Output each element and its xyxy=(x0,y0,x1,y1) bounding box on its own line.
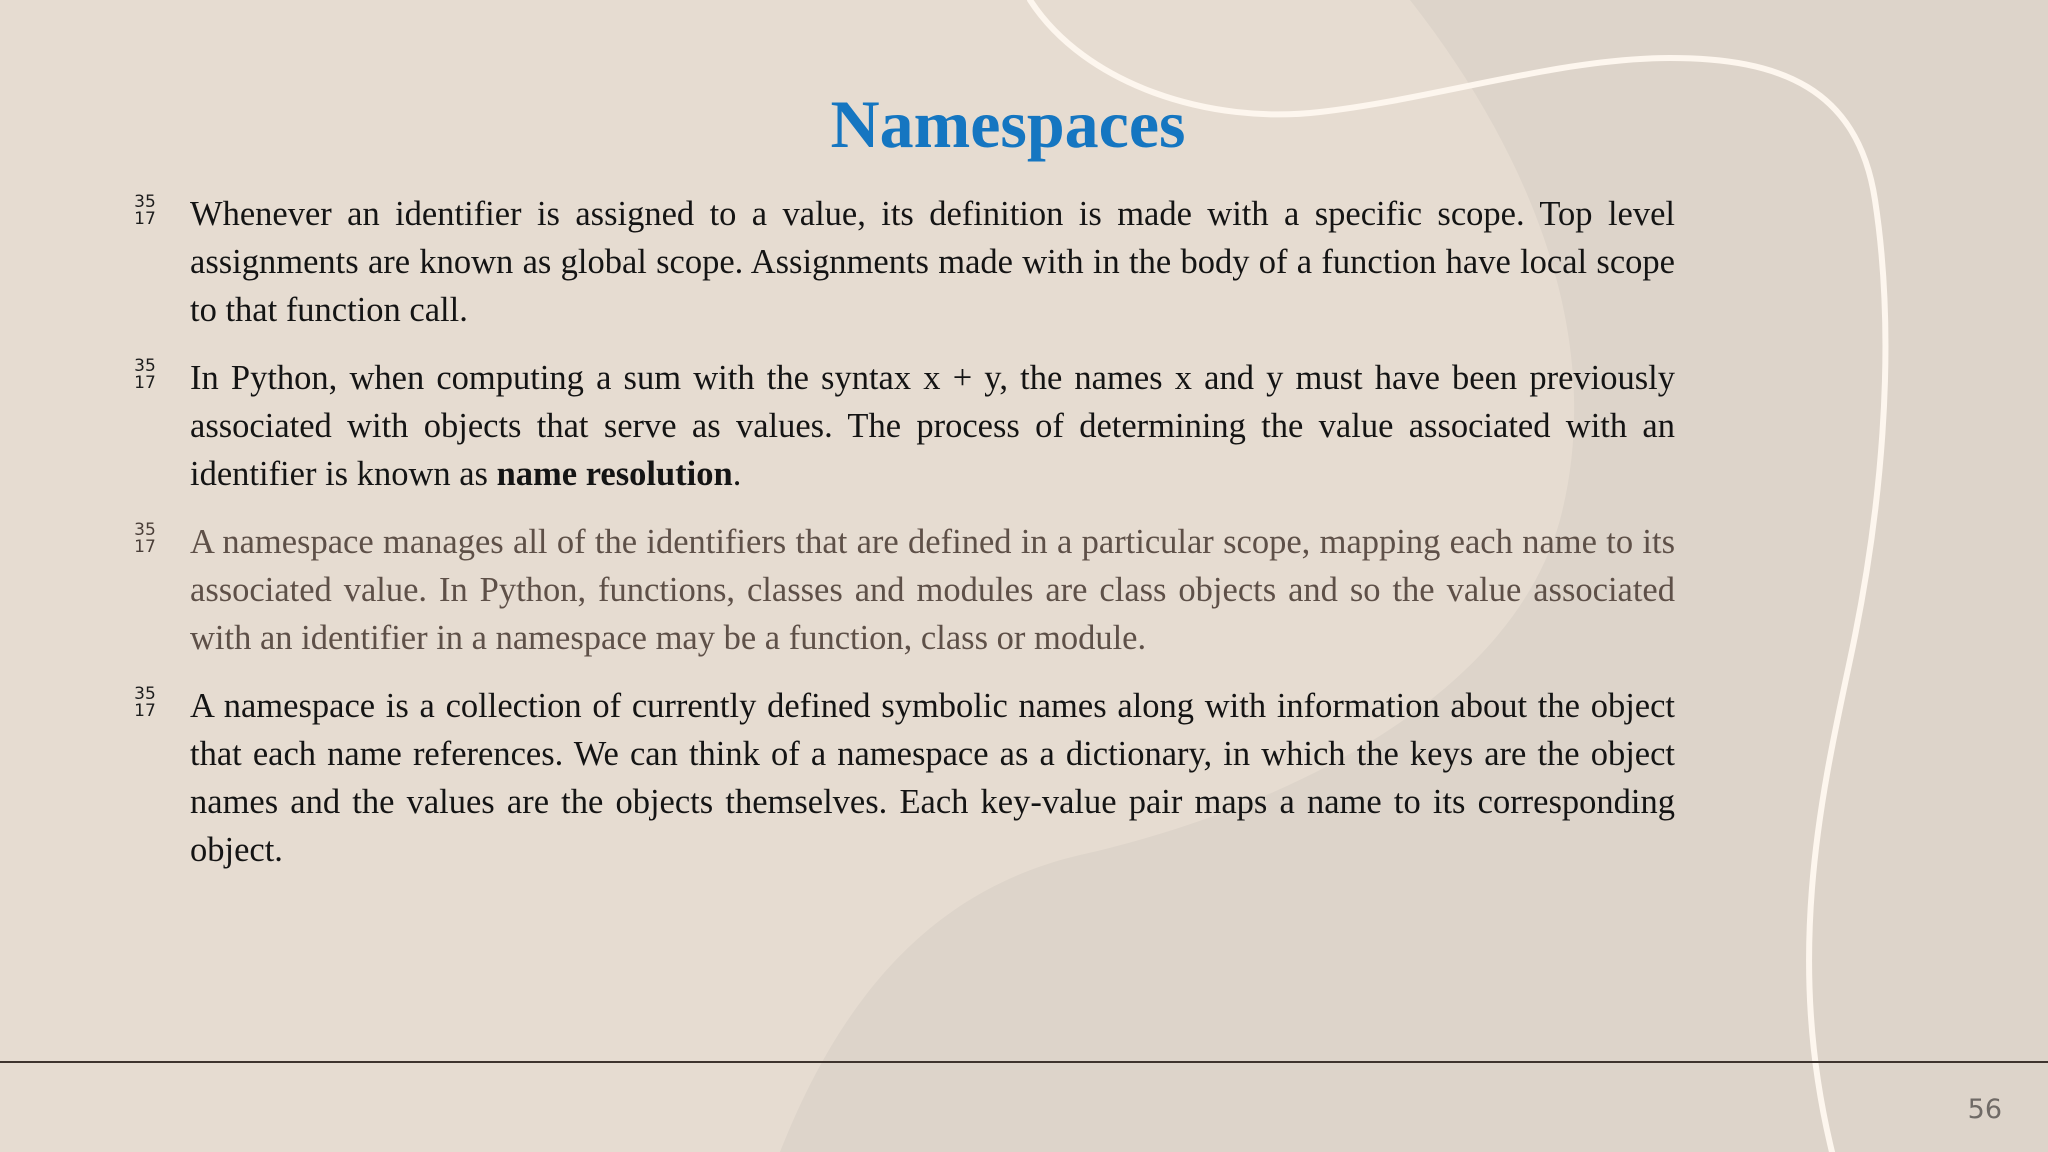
bullet-scope xyxy=(130,190,1675,334)
bullet-name-resolution xyxy=(130,354,1675,498)
bullet-text: A namespace manages all of the identifiers that are defined in a particular scope, mapping each name to its associated value. In Python, functions, classes and modules are class objects and so the value associated with an identifier in a namespace may be a function, class or module. xyxy=(190,523,1675,657)
bullet-marker: 35 17 xyxy=(134,356,156,393)
page-number: 56 xyxy=(1967,1094,2002,1125)
bullet-text: A namespace is a collection of currently defined symbolic names along with information about the object that each name references. We can think of a namespace as a dictionary, in which the keys are the object names and the values are the objects themselves. Each key-value pair maps a name to its corresponding object. xyxy=(190,687,1675,869)
slide-title: Namespaces xyxy=(830,86,1186,162)
bullet-marker: 35 17 xyxy=(134,520,156,557)
bullet-text-end: . xyxy=(732,455,742,493)
bullet-namespace-collection xyxy=(130,682,1675,874)
bold-term: name resolution xyxy=(496,455,733,493)
bullet-namespace-manages xyxy=(130,518,1675,662)
bullet-marker: 35 17 xyxy=(134,192,156,229)
bullet-marker: 35 17 xyxy=(134,684,156,721)
bullet-text: In Python, when computing a sum with the syntax x + y, the names x and y must have been previously associated with objects that serve as values. The process of determining the value associated with an identifier is known as xyxy=(190,359,1675,493)
bullet-text: Whenever an identifier is assigned to a value, its definition is made with a specific scope. Top level assignments are known as global scope. Assignments made with in the body of a function have local scope to that function call. xyxy=(190,195,1675,329)
bullet-list xyxy=(130,190,1675,894)
